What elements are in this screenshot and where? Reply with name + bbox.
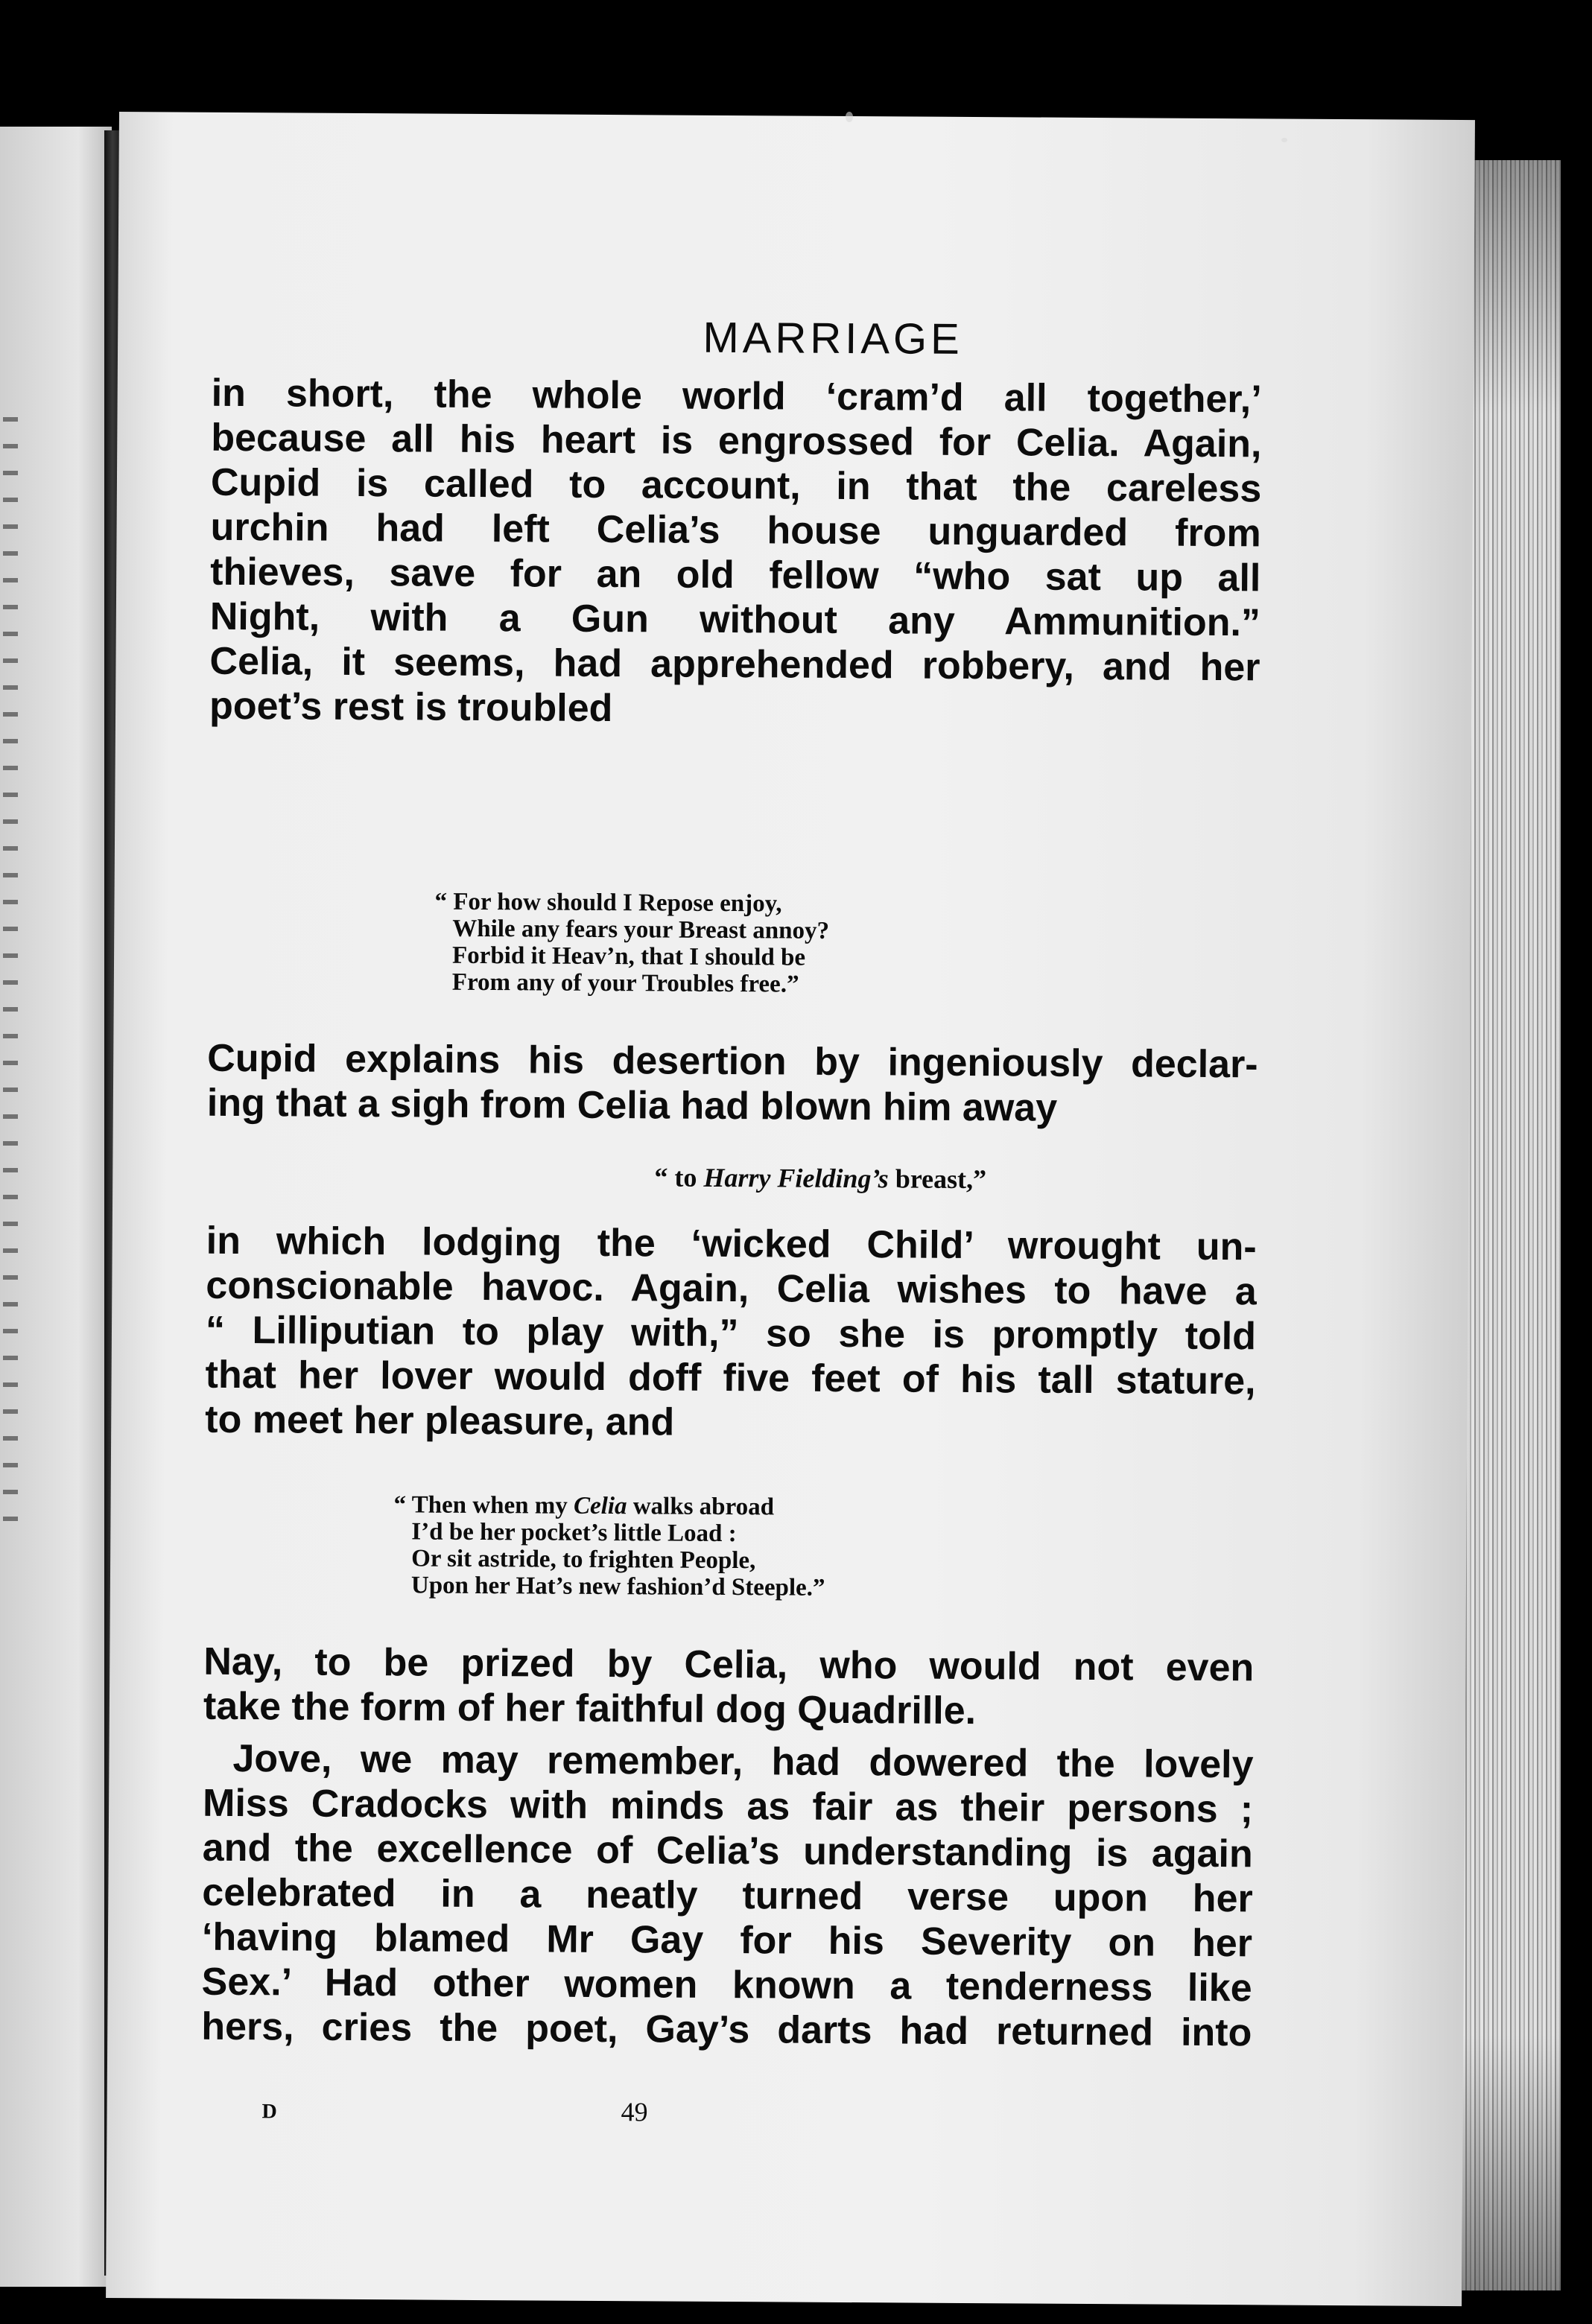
verse-line xyxy=(393,1491,825,1521)
verse-line: Or sit astride, to frighten People, xyxy=(411,1545,756,1575)
scan-speck xyxy=(1281,138,1287,142)
text-line: Nay, to be prized by Celia, who would not even xyxy=(203,1639,1255,1690)
text-line: urchin had left Celia’s house unguarded from xyxy=(210,505,1261,556)
page-number: 49 xyxy=(621,2097,648,2127)
paragraph-4 xyxy=(203,1639,1255,1736)
text-line: Miss Cradocks with minds as fair as their persons ; xyxy=(202,1781,1254,1832)
text-line: to meet her pleasure, and xyxy=(205,1397,675,1444)
signature-mark: D xyxy=(261,2100,277,2124)
text-line: that her lover would doff five feet of his tall stature, xyxy=(205,1353,1256,1403)
verse-line: I’d be her pocket’s little Load : xyxy=(411,1518,737,1548)
text-line: Sex.’ Had other women known a tenderness like xyxy=(201,1960,1252,2010)
quoted-line xyxy=(112,1158,1498,1198)
verse-line: From any of your Troubles free.” xyxy=(451,968,799,998)
left-page-text-edge xyxy=(3,417,18,1534)
verse-line: “ For how should I Repose enjoy, xyxy=(434,888,782,918)
text-line: conscionable havoc. Again, Celia wishes to have a xyxy=(206,1263,1257,1314)
verse-text: walks abroad xyxy=(627,1493,775,1521)
verse-name: Celia xyxy=(573,1492,627,1520)
scan-speck xyxy=(846,112,853,122)
text-line: Cupid explains his desertion by ingeniously declar- xyxy=(207,1036,1258,1087)
text-line: celebrated in a neatly turned verse upon her xyxy=(202,1870,1253,1921)
quote-name: Harry Fielding’s xyxy=(703,1162,889,1194)
verse-line: Upon her Hat’s new fashion’d Steeple.” xyxy=(410,1572,825,1601)
verse-line: While any fears your Breast annoy? xyxy=(452,915,830,944)
paragraph-3 xyxy=(205,1219,1257,1449)
verse-2 xyxy=(393,1491,825,1601)
text-line: Night, with a Gun without any Ammunition.” xyxy=(209,594,1261,645)
text-line: thieves, save for an old fellow “who sat up all xyxy=(210,550,1261,600)
text-line: ing that a sigh from Celia had blown him away xyxy=(206,1081,1058,1130)
text-line: “ Lilliputian to play with,” so she is promptly told xyxy=(205,1308,1257,1359)
running-title: MARRIAGE xyxy=(703,313,964,363)
page-content xyxy=(106,112,1475,2306)
paragraph-1 xyxy=(209,371,1262,735)
text-line: in short, the whole world ‘cram’d all together,’ xyxy=(211,371,1262,422)
paragraph-5 xyxy=(201,1736,1254,2056)
verse-text: “ Then when my xyxy=(393,1491,574,1520)
text-line: take the form of her faithful dog Quadrille. xyxy=(203,1684,977,1733)
text-line: poet’s rest is troubled xyxy=(209,684,613,731)
book-page xyxy=(106,112,1475,2306)
text-line: Celia, it seems, had apprehended robbery, and her xyxy=(209,639,1260,690)
quote-after: breast,” xyxy=(888,1163,987,1195)
verse-line: Forbid it Heav’n, that I should be xyxy=(451,942,806,971)
paragraph-2 xyxy=(207,1036,1258,1132)
quote-before: “ to xyxy=(654,1162,704,1193)
text-line: hers, cries the poet, Gay’s darts had returned into xyxy=(201,2004,1252,2055)
text-line: Jove, we may remember, had dowered the lovely xyxy=(232,1736,1254,1787)
text-line: and the excellence of Celia’s understanding is again xyxy=(202,1826,1253,1876)
text-line: in which lodging the ‘wicked Child’ wrought un- xyxy=(206,1219,1257,1269)
text-line: Cupid is called to account, in that the careless xyxy=(210,460,1262,511)
text-line: because all his heart is engrossed for Celia. Again, xyxy=(211,416,1262,466)
text-line: ‘having blamed Mr Gay for his Severity on her xyxy=(201,1915,1253,1966)
verse-1 xyxy=(434,889,830,998)
